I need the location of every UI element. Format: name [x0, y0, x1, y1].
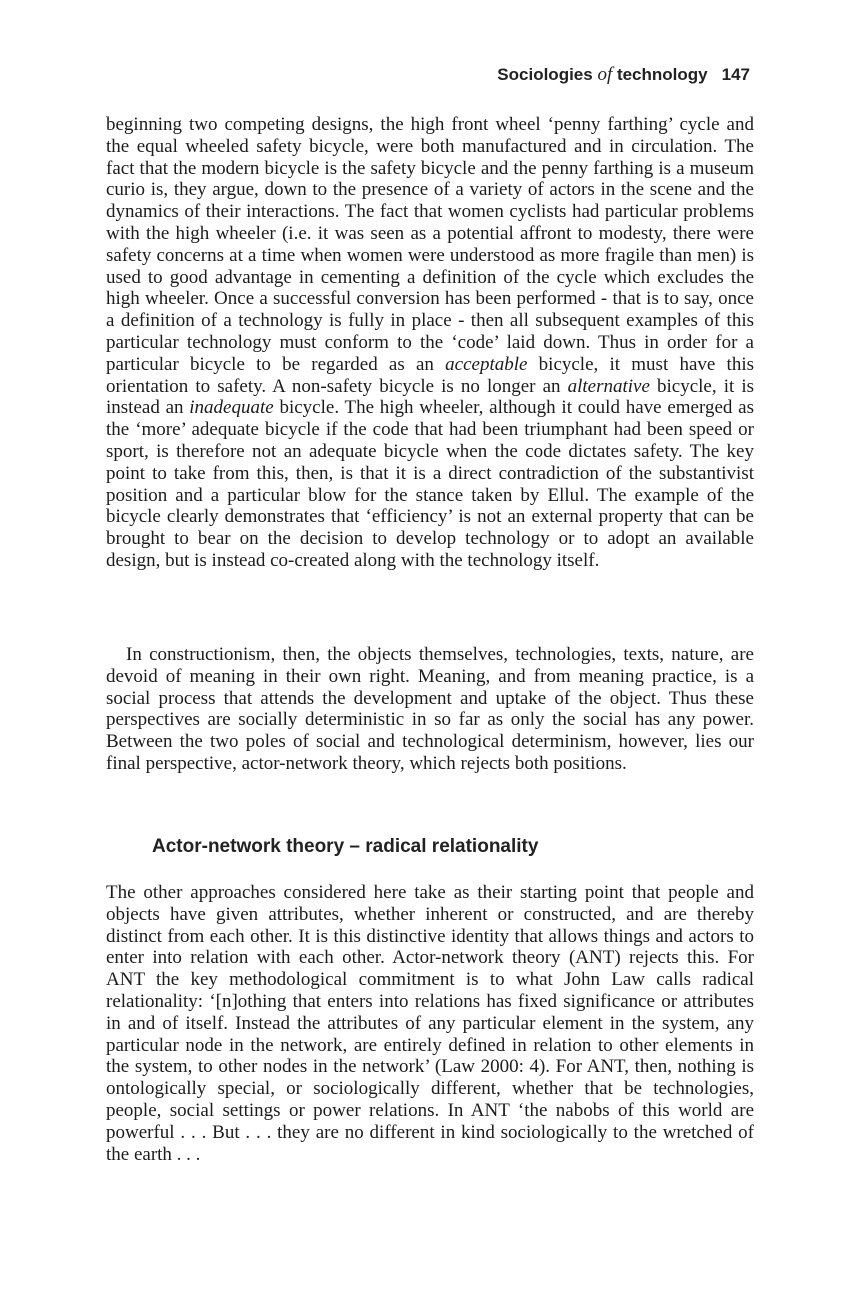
section-heading: Actor-network theory – radical relationality	[152, 836, 539, 857]
emphasis-acceptable: acceptable	[445, 353, 528, 375]
running-head	[497, 64, 750, 86]
running-head-title: Sociologies of technology	[497, 64, 708, 85]
paragraph-2: In constructionism, then, the objects themselves, technologies, texts, nature, are devoid of meaning in their own right. Meaning, and from meaning practice, is a social process that attends the development and uptake of the object. Thus these perspectives are socially deterministic in so far as only the social has any power. Between the two poles of social and technological determinism, however, lies our final perspective, actor-network theory, which rejects both positions.	[106, 644, 754, 774]
emphasis-inadequate: inadequate	[189, 397, 274, 419]
paragraph-1: beginning two competing designs, the high front wheel ‘penny farthing’ cycle and the equal wheeled safety bicycle, were both manufactured and in circulation. The fact that the modern bicycle is the safety bicycle and the penny farthing is a museum curio is, they argue, down to the presence of a variety of actors in the scene and the dynamics of their interactions. The fact that women cyclists had particular problems with the high wheeler (i.e. it was seen as a potential affront to modesty, there were safety concerns at a time when women were understood as more fragile than men) is used to good advantage in cementing a definition of the cycle which excludes the high wheeler. Once a successful conversion has been performed - that is to say, once a definition of a technology is fully in place - then all subsequent examples of this particular technology must conform to the ‘code’ laid down. Thus in order for a particular bicycle to be regarded as an acceptable bicycle, it must have this orientation to safety. A non-safety bicycle is no longer an alternative bicycle, it is instead an inadequate bicycle. The high wheeler, although it could have emerged as the ‘more’ adequate bicycle if the code that had been triumphant had been speed or sport, is therefore not an adequate bicycle when the code dictates safety. The key point to take from this, then, is that it is a direct contradiction of the substantivist position and a particular blow for the stance taken by Ellul. The example of the bicycle clearly demonstrates that ‘efficiency’ is not an external property that can be brought to bear on the decision to develop technology or to adopt an available design, but is instead co-created along with the technology itself.	[106, 114, 755, 571]
emphasis-alternative: alternative	[567, 375, 650, 397]
paragraph-3: The other approaches considered here take as their starting point that people and objects have given attributes, whether inherent or constructed, and are thereby distinct from each other. It is this distinctive identity that allows things and actors to enter into relation with each other. Actor-network theory (ANT) rejects this. For ANT the key methodological commitment is to what John Law calls radical relationality: ‘[n]othing that enters into relations has fixed significance or attributes in and of itself. Instead the attributes of any particular element in the system, any particular node in the network, are entirely defined in relation to other elements in the system, to other nodes in the network’ (Law 2000: 4). For ANT, then, nothing is ontologically special, or sociologically different, whether that be technologies, people, social settings or power relations. In ANT ‘the nabobs of this world are powerful . . . But . . . they are no different in kind sociologically to the wretched of the earth . . .	[106, 882, 754, 1165]
page-number: 147	[721, 65, 750, 84]
